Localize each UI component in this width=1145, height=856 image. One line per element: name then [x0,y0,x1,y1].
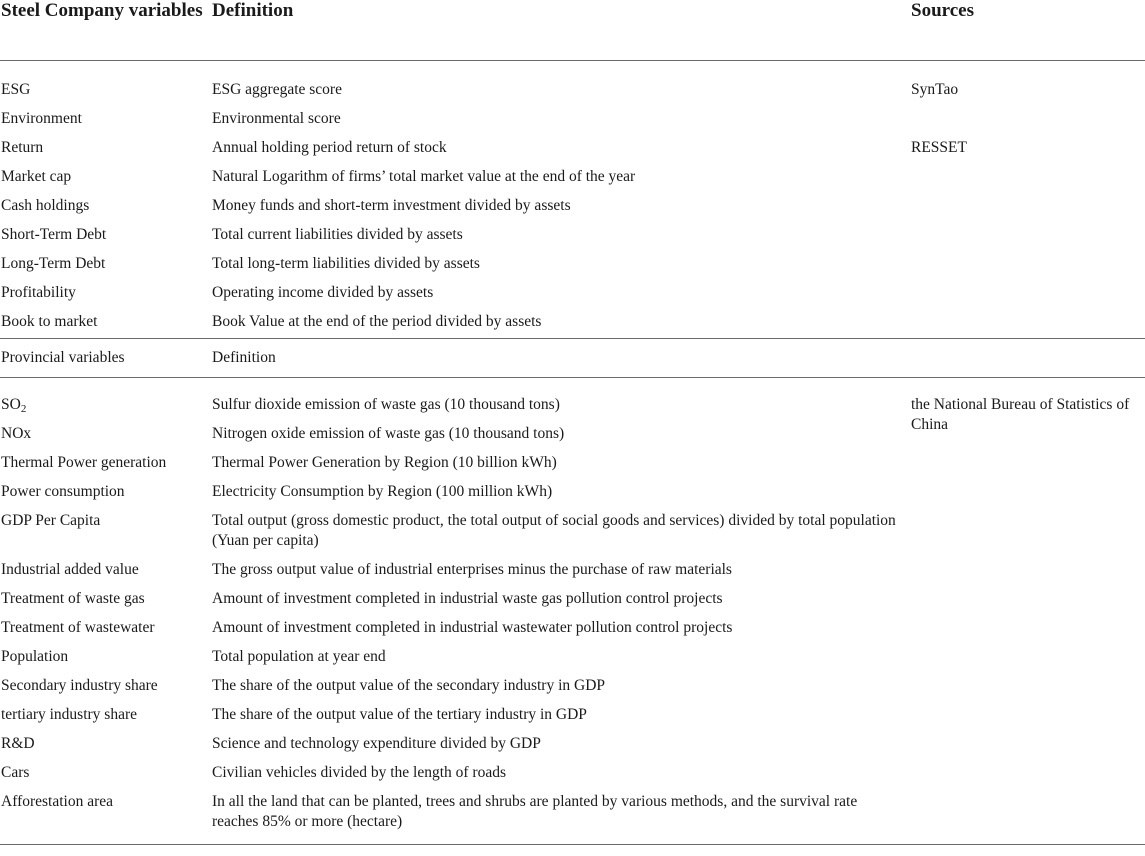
variable-name: Population [1,648,69,665]
variable-definition: Total output (gross domestic product, the total output of social goods and services) divided by total population (Yuan per capita) [212,512,896,549]
variable-definition: Science and technology expenditure divided by GDP [212,735,541,752]
variable-definition: Civilian vehicles divided by the length of roads [212,764,507,781]
variable-definition: Amount of investment completed in industrial wastewater pollution control projects [212,619,733,636]
table-row [0,673,1145,702]
variable-definition: Operating income divided by assets [212,284,434,301]
variable-definition: Nitrogen oxide emission of waste gas (10 thousand tons) [212,425,565,442]
variable-name: GDP Per Capita [1,512,101,529]
variable-name: Power consumption [1,483,125,500]
variable-definition: Amount of investment completed in industrial waste gas pollution control projects [212,590,723,607]
variable-definition: ESG aggregate score [212,81,342,98]
header-definition: Definition [212,0,294,21]
variable-source: RESSET [911,139,967,156]
variable-source: SynTao [911,81,959,98]
table-row [0,702,1145,731]
variable-name: Profitability [1,284,76,301]
variable-definition: The share of the output value of the secondary industry in GDP [212,677,606,694]
table-row [0,586,1145,615]
variable-name: Treatment of wastewater [1,619,155,636]
table-row [0,789,1145,838]
variable-name: $SO_2$ [1,396,27,415]
variable-definition: Thermal Power Generation by Region (10 billion kWh) [212,454,557,471]
table-row [0,392,1145,433]
table-row [0,280,1145,309]
variable-name: NOx [1,425,32,442]
variable-definition: Book Value at the end of the period divided by assets [212,313,542,330]
variable-definition: Electricity Consumption by Region (100 million kWh) [212,483,553,500]
variable-name: Thermal Power generation [1,454,167,471]
table-row [0,644,1145,673]
variable-name: Book to market [1,313,98,330]
variable-definition: Natural Logarithm of firms’ total market value at the end of the year [212,168,636,185]
variable-definition: Environmental score [212,110,341,127]
table-row [0,479,1145,508]
table-row [0,222,1145,251]
provincial-definition-label: Definition [212,349,276,366]
provincial-variables-label: Provincial variables [1,349,125,366]
variable-name: R&D [1,735,35,752]
variable-definition: The gross output value of industrial enterprises minus the purchase of raw materials [212,561,732,578]
table-row [0,508,1145,557]
variable-name: Cars [1,764,30,781]
variable-definition: Annual holding period return of stock [212,139,447,156]
table-row [0,309,1145,338]
table-bottom-rule [0,844,1145,845]
table-row [0,421,1145,450]
variable-definition: Total long-term liabilities divided by assets [212,255,480,272]
table-row [0,615,1145,644]
table-row [0,193,1145,222]
variable-name: Short-Term Debt [1,226,107,243]
variable-name: Environment [1,110,82,127]
table-row [0,450,1145,479]
variable-name: Treatment of waste gas [1,590,145,607]
table-row [0,557,1145,586]
variable-definition: The share of the output value of the tertiary industry in GDP [212,706,587,723]
variable-name: Cash holdings [1,197,90,214]
table-row [0,251,1145,280]
variable-name: Afforestation area [1,793,114,810]
variable-source: the National Bureau of Statistics of China [911,396,1130,433]
variable-name: ESG [1,81,31,98]
table-row [0,731,1145,760]
variable-name: Return [1,139,44,156]
variable-name: tertiary industry share [1,706,138,723]
variable-definition: In all the land that can be planted, trees and shrubs are planted by various methods, and the survival rate reaches 85% or more (hectare) [212,793,858,830]
variable-definition: Sulfur dioxide emission of waste gas (10 thousand tons) [212,396,560,413]
table-header-row [0,0,1145,60]
table-row [0,164,1145,193]
variable-name: Long-Term Debt [1,255,106,272]
variable-name: Industrial added value [1,561,139,578]
header-sources: Sources [911,0,974,21]
table-row [0,106,1145,135]
table-row [0,135,1145,164]
variable-definition: Total population at year end [212,648,386,665]
variable-definition: Money funds and short-term investment divided by assets [212,197,571,214]
variable-definition: Total current liabilities divided by assets [212,226,463,243]
provincial-header-row [0,339,1145,377]
variable-name: Secondary industry share [1,677,158,694]
header-variables: Steel Company variables [1,0,203,21]
table-row [0,760,1145,789]
variable-name: Market cap [1,168,72,185]
table-row [0,77,1145,106]
